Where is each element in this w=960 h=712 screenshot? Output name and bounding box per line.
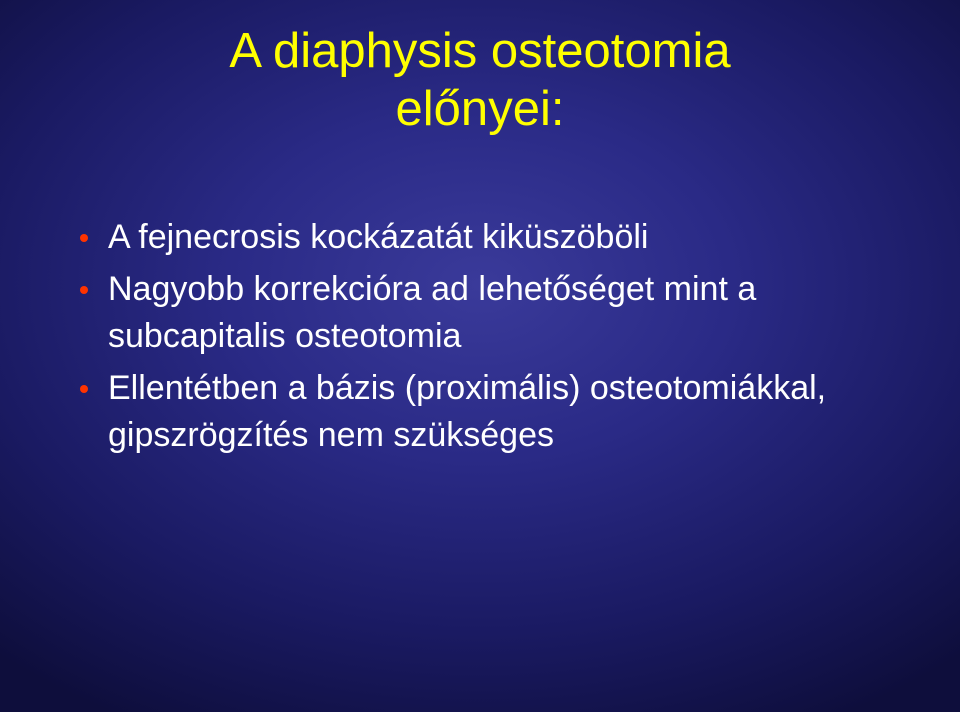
bullet-dot-icon: [80, 234, 88, 242]
bullet-item: [0, 214, 960, 261]
bullet-text: A fejnecrosis kockázatát kiküszöböli: [108, 218, 649, 256]
bullet-text: Nagyobb korrekcióra ad lehetőséget mint a subcapitalis osteotomia: [108, 270, 757, 355]
slide-title-line1: A diaphysis osteotomia: [229, 24, 731, 78]
bullet-list: [0, 214, 960, 464]
bullet-item: [0, 365, 960, 459]
slide-title-line2: előnyei:: [395, 82, 565, 136]
bullet-dot-icon: [80, 385, 88, 393]
slide-title: [0, 22, 960, 138]
bullet-item: [0, 266, 960, 360]
bullet-dot-icon: [80, 286, 88, 294]
bullet-text: Ellentétben a bázis (proximális) osteotomiákkal, gipszrögzítés nem szükséges: [108, 369, 827, 454]
